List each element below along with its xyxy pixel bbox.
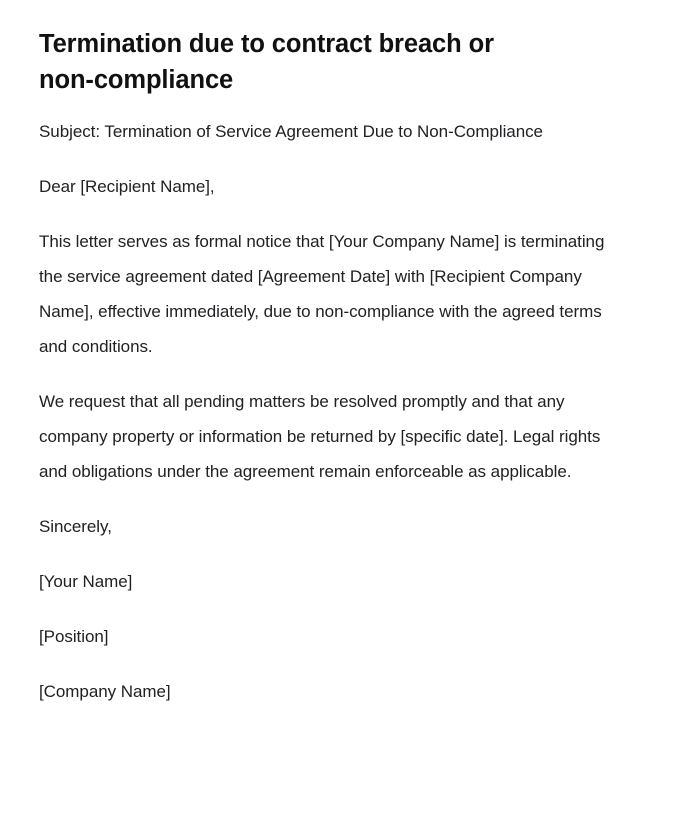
subject-line: Subject: Termination of Service Agreement Due to Non-Compliance xyxy=(39,122,543,141)
salutation: Dear [Recipient Name], xyxy=(39,177,215,196)
body-paragraph-1: This letter serves as formal notice that [Your Company Name] is terminating the service agreement dated [Agreement Date] with [Recipient Company Name], effective immediately, due to non-compliance with the agreed terms and conditions. xyxy=(39,232,605,356)
signature-name: [Your Name] xyxy=(39,572,133,591)
closing-line: Sincerely, xyxy=(39,517,112,536)
body-paragraph-2: We request that all pending matters be resolved promptly and that any company property or information be returned by [specific date]. Legal rights and obligations under the agreement remain enforceable as applicable. xyxy=(39,392,601,481)
signature-position: [Position] xyxy=(39,627,109,646)
page-title: Termination due to contract breach or non-compliance xyxy=(39,30,494,94)
signature-company: [Company Name] xyxy=(39,682,171,701)
